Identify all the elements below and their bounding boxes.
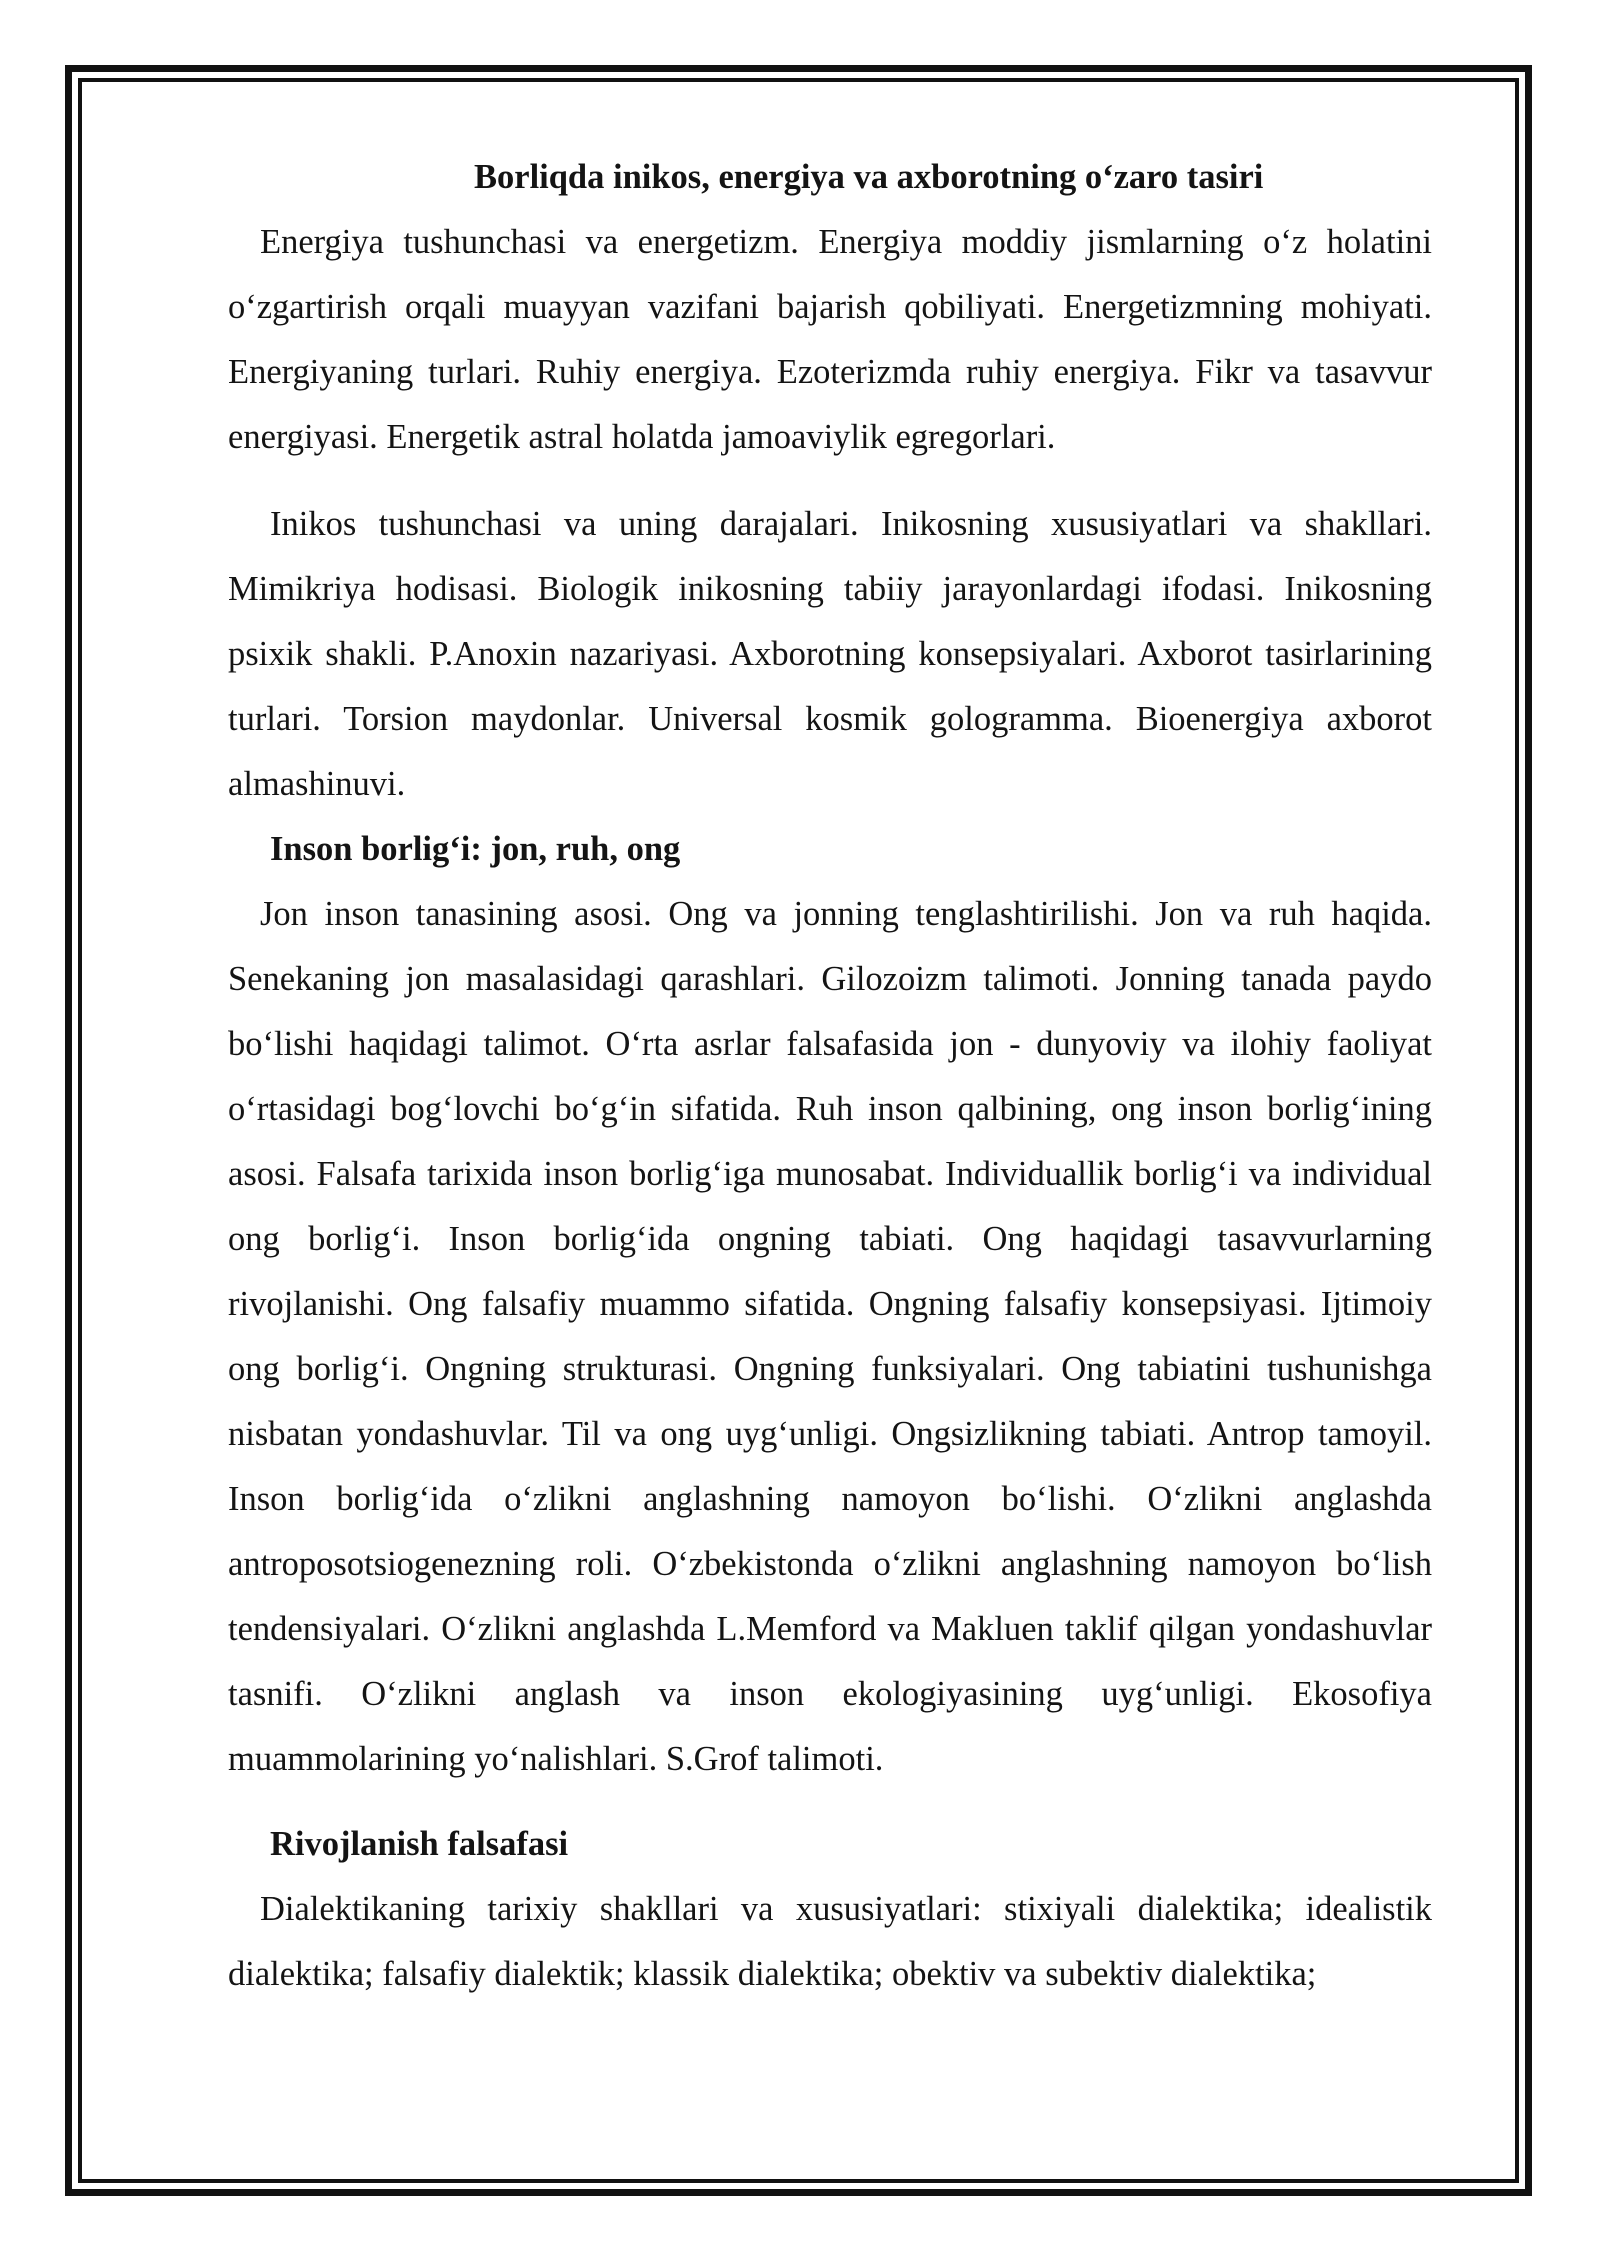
document-title: Borliqda inikos, energiya va axborotning o‘zaro tasiri [474,158,1264,196]
paragraph-dialektika: Dialektikaning tarixiy shakllari va xususiyatlari: stixiyali dialektika; idealistik dialektika; falsafiy dialektik; klassik dialektika; obektiv va subektiv dialektika; [228,1890,1432,1993]
section-heading-inson-borligi: Inson borlig‘i: jon, ruh, ong [270,830,681,868]
paragraph-jon-ruh-ong: Jon inson tanasining asosi. Ong va jonning tenglashtirilishi. Jon va ruh haqida. Senekaning jon masalasidagi qarashlari. Gilozoizm talimoti. Jonning tanada paydo bo‘lishi haqidagi talimot. O‘rta asrlar falsafasida jon - dunyoviy va ilohiy faoliyat o‘rtasidagi bog‘lovchi bo‘g‘in sifatida. Ruh inson qalbining, ong inson borlig‘ining asosi. Falsafa tarixida inson borlig‘iga munosabat. Individuallik borlig‘i va individual ong borlig‘i. Inson borlig‘ida ongning tabiati. Ong haqidagi tasavvurlarning rivojlanishi. Ong falsafiy muammo sifatida. Ongning falsafiy konsepsiyasi. Ijtimoiy ong borlig‘i. Ongning strukturasi. Ongning funksiyalari. Ong tabiatini tushunishga nisbatan yondashuvlar. Til va ong uyg‘unligi. Ongsizlikning tabiati. Antrop tamoyil. Inson borlig‘ida o‘zlikni anglashning namoyon bo‘lishi. O‘zlikni anglashda antroposotsiogenezning roli. O‘zbekistonda o‘zlikni anglashning namoyon bo‘lish tendensiyalari. O‘zlikni anglashda L.Memford va Makluen taklif qilgan yondashuvlar tasnifi. O‘zlikni anglash va inson ekologiyasining uyg‘unligi. Ekosofiya muammolarining yo‘nalishlari. S.Grof talimoti. [228,895,1432,1778]
section-heading-rivojlanish-falsafasi: Rivojlanish falsafasi [270,1825,569,1863]
document-body [228,145,1432,2007]
paragraph-inikos: Inikos tushunchasi va uning darajalari. Inikosning xususiyatlari va shakllari. Mimikriya hodisasi. Biologik inikosning tabiiy jarayonlardagi ifodasi. Inikosning psixik shakli. P.Anoxin nazariyasi. Axborotning konsepsiyalari. Axborot tasirlarining turlari. Torsion maydonlar. Universal kosmik gologramma. Bioenergiya axborot almashinuvi. [228,505,1432,803]
paragraph-energiya: Energiya tushunchasi va energetizm. Energiya moddiy jismlarning o‘z holatini o‘zgartirish orqali muayyan vazifani bajarish qobiliyati. Energetizmning mohiyati. Energiyaning turlari. Ruhiy energiya. Ezoterizmda ruhiy energiya. Fikr va tasavvur energiyasi. Energetik astral holatda jamoaviylik egregorlari. [228,223,1432,456]
